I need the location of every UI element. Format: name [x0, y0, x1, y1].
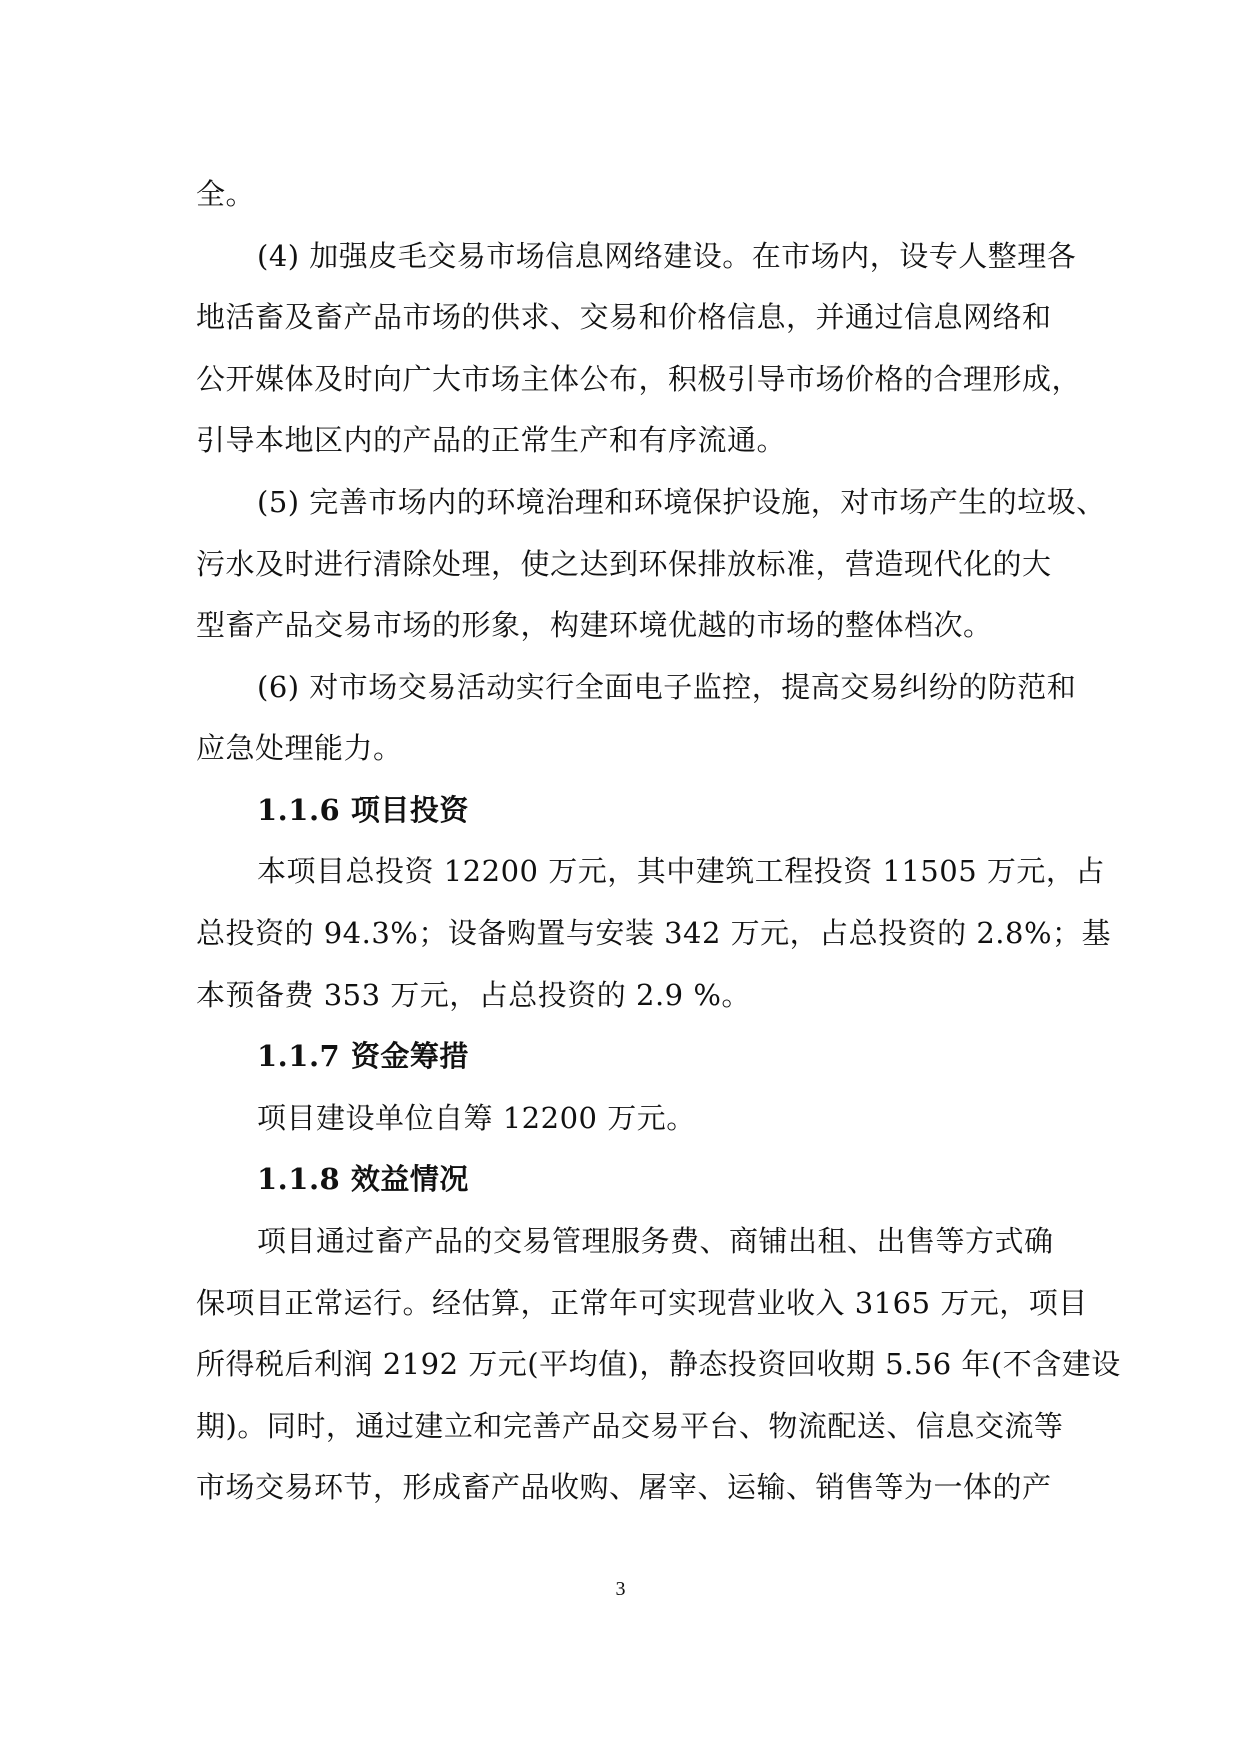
text-line: 项目通过畜产品的交易管理服务费、商铺出租、出售等方式确	[257, 1224, 1054, 1258]
section-heading: 1.1.7 资金筹措	[257, 1039, 469, 1073]
section-heading: 1.1.8 效益情况	[257, 1162, 469, 1196]
text-line: 全。	[196, 177, 256, 211]
text-line: 期)。同时，通过建立和完善产品交易平台、物流配送、信息交流等	[196, 1409, 1064, 1443]
text-line: (6) 对市场交易活动实行全面电子监控，提高交易纠纷的防范和	[257, 670, 1077, 704]
text-line: 所得税后利润 2192 万元(平均值)，静态投资回收期 5.56 年(不含建设	[196, 1347, 1121, 1381]
text-line: 应急处理能力。	[196, 731, 403, 765]
text-line: 总投资的 94.3%；设备购置与安装 342 万元，占总投资的 2.8%；基	[196, 916, 1112, 950]
text-line: 引导本地区内的产品的正常生产和有序流通。	[196, 423, 787, 457]
text-line: 地活畜及畜产品市场的供求、交易和价格信息，并通过信息网络和	[196, 300, 1052, 334]
text-line: 本项目总投资 12200 万元，其中建筑工程投资 11505 万元，占	[257, 854, 1105, 888]
text-line: 型畜产品交易市场的形象，构建环境优越的市场的整体档次。	[196, 608, 993, 642]
text-line: 保项目正常运行。经估算，正常年可实现营业收入 3165 万元，项目	[196, 1286, 1088, 1320]
text-line: 公开媒体及时向广大市场主体公布，积极引导市场价格的合理形成，	[196, 362, 1082, 396]
text-line: 市场交易环节，形成畜产品收购、屠宰、运输、销售等为一体的产	[196, 1470, 1052, 1504]
section-heading: 1.1.6 项目投资	[257, 793, 469, 827]
text-line: (4) 加强皮毛交易市场信息网络建设。在市场内，设专人整理各	[257, 239, 1077, 273]
page-number: 3	[615, 1578, 626, 1600]
text-line: 本预备费 353 万元，占总投资的 2.9 %。	[196, 978, 751, 1012]
text-line: 污水及时进行清除处理，使之达到环保排放标准，营造现代化的大	[196, 547, 1052, 581]
text-line: 项目建设单位自筹 12200 万元。	[257, 1101, 696, 1135]
text-line: (5) 完善市场内的环境治理和环境保护设施，对市场产生的垃圾、	[257, 485, 1106, 519]
